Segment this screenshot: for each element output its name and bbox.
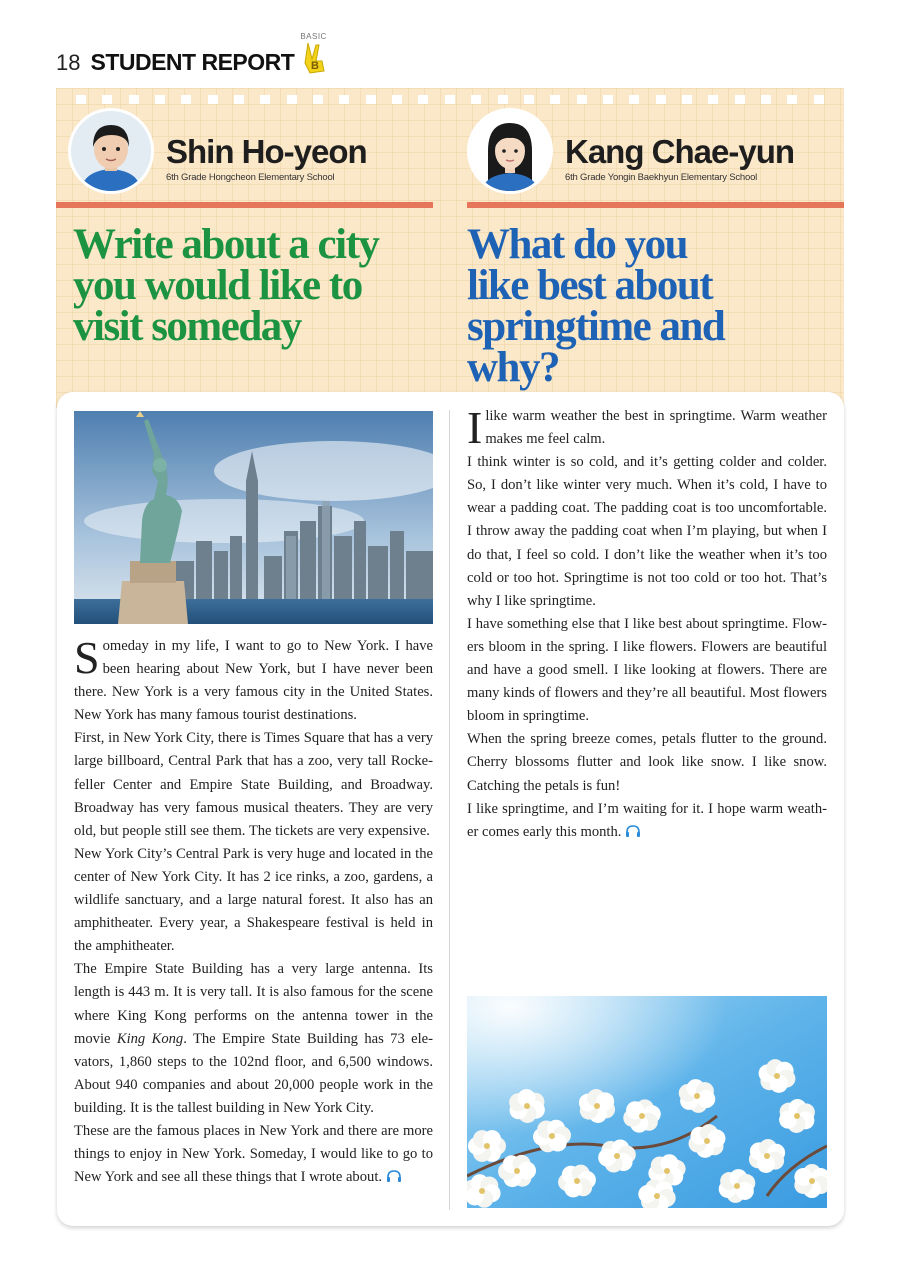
blossom-center [549, 1133, 555, 1139]
perforation-hole [234, 95, 244, 104]
perforation-hole [550, 95, 560, 104]
blossom-center [639, 1113, 645, 1119]
perforation-hole [287, 95, 297, 104]
essay-paragraph: When the spring breeze comes, petals flutter to the ground. Cherry blossoms flutter and look like snow. I like snow. Catching the petals is fun! [467, 731, 827, 794]
left-topic-headline [73, 221, 433, 350]
page-header [56, 30, 330, 78]
blossom-center [694, 1093, 700, 1099]
headline-line: why? [467, 344, 559, 391]
headphones-end-icon [386, 1169, 402, 1183]
perforation-hole [656, 95, 666, 104]
perforation-hole [76, 95, 86, 104]
blossom-petal [697, 1090, 715, 1108]
headline-line: you would like to [73, 262, 362, 309]
blossom-center [614, 1153, 620, 1159]
blossom-center [809, 1178, 815, 1184]
perforation-hole [181, 95, 191, 104]
section-title: STUDENT REPORT [90, 49, 295, 75]
student-school: 6th Grade Hongcheon Elementary School [166, 172, 335, 183]
perforation-strip [76, 95, 824, 105]
avatar-shin-ho-yeon [68, 108, 154, 194]
blossom-petal [638, 1185, 656, 1203]
left-student-profile [68, 108, 367, 194]
essay-paragraph [467, 798, 827, 844]
essay-paragraph [74, 958, 433, 1120]
blossom-petal [598, 1149, 616, 1167]
blossom-petal [518, 1162, 536, 1180]
paragraph-text: . The Empire State Building has 73 elevators, 1,860 steps to the 102nd floor, and 6,500 windows. About 940 companies and about 20,000 people work in the building. It is the tallest building in New York City. [74, 1030, 433, 1116]
paragraph-text: omeday in my life, I want to go to New York. I have been hearing about New York, but I have never been there. New York is a very famous city in the United States. New York has many famous tourist destinations. [74, 638, 433, 724]
drop-cap: S [74, 632, 100, 683]
right-topic-headline [467, 221, 827, 391]
perforation-hole [260, 95, 270, 104]
blossom-center [774, 1073, 780, 1079]
essay-paragraph: I have something else that I like best about springtime. Flowers bloom in the spring. I like flowers. Flowers are beautiful and have a good smell. I like looking at flowers. There are many kinds of flowers and they’re all beautiful. Most flowers bloom in springtime. [467, 615, 827, 725]
perforation-hole [708, 95, 718, 104]
perforation-hole [208, 95, 218, 104]
perforation-hole [761, 95, 771, 104]
essay-paragraph: First, in New York City, there is Times Square that has a very large billboard, Central Park that has a zoo, very tall Rockefeller Center and Empire State Building, and Broadway. Broadway has very famous musical theaters. They are very old, but people still see them. The tickets are very expensive. [74, 730, 433, 839]
headline-line: like best about [467, 262, 713, 309]
perforation-hole [787, 95, 797, 104]
blossom-center [524, 1103, 530, 1109]
drop-cap: I [467, 402, 483, 453]
student-school: 6th Grade Yongin Baekhyun Elementary School [565, 172, 758, 183]
blossom-center [484, 1143, 490, 1149]
blossom-center [479, 1188, 485, 1194]
essay-paragraph [467, 402, 827, 453]
perforation-hole [577, 95, 587, 104]
movie-title: King Kong [116, 1030, 184, 1047]
headline-line: What do you [467, 221, 688, 268]
perforation-hole [102, 95, 112, 104]
blossom-center [704, 1138, 710, 1144]
perforation-hole [498, 95, 508, 104]
right-title-rule [467, 202, 844, 208]
left-essay [74, 632, 433, 1189]
perforation-hole [603, 95, 613, 104]
perforation-hole [814, 95, 824, 104]
perforation-hole [471, 95, 481, 104]
victory-hand-icon [302, 41, 328, 75]
basic-badge [300, 32, 330, 78]
headline-line: Write about a city [73, 221, 379, 268]
cherry-blossom-photo [467, 996, 827, 1208]
blossom-center [664, 1168, 670, 1174]
avatar-kang-chae-yun [467, 108, 553, 194]
left-title-rule [56, 202, 433, 208]
student-name: Shin Ho-yeon [166, 133, 367, 170]
essay-paragraph [74, 1120, 433, 1189]
blossom-center [764, 1153, 770, 1159]
blossom-petal [779, 1111, 797, 1129]
paragraph-text: The Empire State Building has a very large antenna. Its length is 443 m. It is very tall. It is also famous for the scene where King Kong performs on the antenna tower in the movie [74, 961, 433, 1047]
paragraph-text: like warm weather the best in springtime. Warm weather makes me feel calm. [485, 408, 827, 448]
perforation-hole [629, 95, 639, 104]
page-number: 18 [56, 50, 81, 75]
right-student-profile [467, 108, 794, 194]
perforation-hole [339, 95, 349, 104]
blossom-center [654, 1193, 660, 1199]
perforation-hole [392, 95, 402, 104]
perforation-hole [155, 95, 165, 104]
blossom-center [514, 1168, 520, 1174]
perforation-hole [366, 95, 376, 104]
badge-text: BASIC [300, 32, 327, 41]
perforation-hole [682, 95, 692, 104]
perforation-hole [524, 95, 534, 104]
essay-paragraph [74, 632, 433, 727]
headline-line: visit someday [73, 303, 301, 350]
blossom-center [594, 1103, 600, 1109]
perforation-hole [445, 95, 455, 104]
essay-paragraph: I think winter is so cold, and it’s getting colder and colder. So, I don’t like winter very much. When it’s cold, I have to wear a padding coat. The padding coat is too uncomfortable. I throw away the padding coat when I’m playing, but when I do that, I feel so cold. I don’t like the weather when it’s too cold or too hot. Springtime is not too cold or too hot. That’s why I like springtime. [467, 454, 827, 609]
badge-letter: B [311, 60, 320, 72]
blossom-center [734, 1183, 740, 1189]
paragraph-text: I like springtime, and I’m waiting for it. I hope warm weather comes early this month. [467, 800, 827, 840]
student-name: Kang Chae-yun [565, 133, 795, 170]
blossom-petal [794, 1168, 812, 1186]
perforation-hole [735, 95, 745, 104]
paragraph-text: These are the famous places in New York and there are more things to enjoy in New York. Someday, I would like to go to New York and see all these things that I wrote about. [74, 1122, 433, 1186]
essay-paragraph: New York City’s Central Park is very huge and located in the center of New York City. It has 2 ice rinks, a zoo, gardens, a wildlife sanctuary, and a large natural forest. It also has an amphitheater. Every year, a Shakespeare festival is held in the amphitheater. [74, 845, 433, 955]
blossom-center [574, 1178, 580, 1184]
perforation-hole [313, 95, 323, 104]
headphones-end-icon [625, 824, 641, 838]
headline-line: springtime and [467, 303, 725, 350]
statue-of-liberty-photo [74, 411, 433, 624]
column-divider [449, 410, 450, 1210]
blossom-petal [707, 1129, 725, 1147]
perforation-hole [129, 95, 139, 104]
perforation-hole [418, 95, 428, 104]
right-essay [467, 402, 827, 844]
blossom-center [794, 1113, 800, 1119]
